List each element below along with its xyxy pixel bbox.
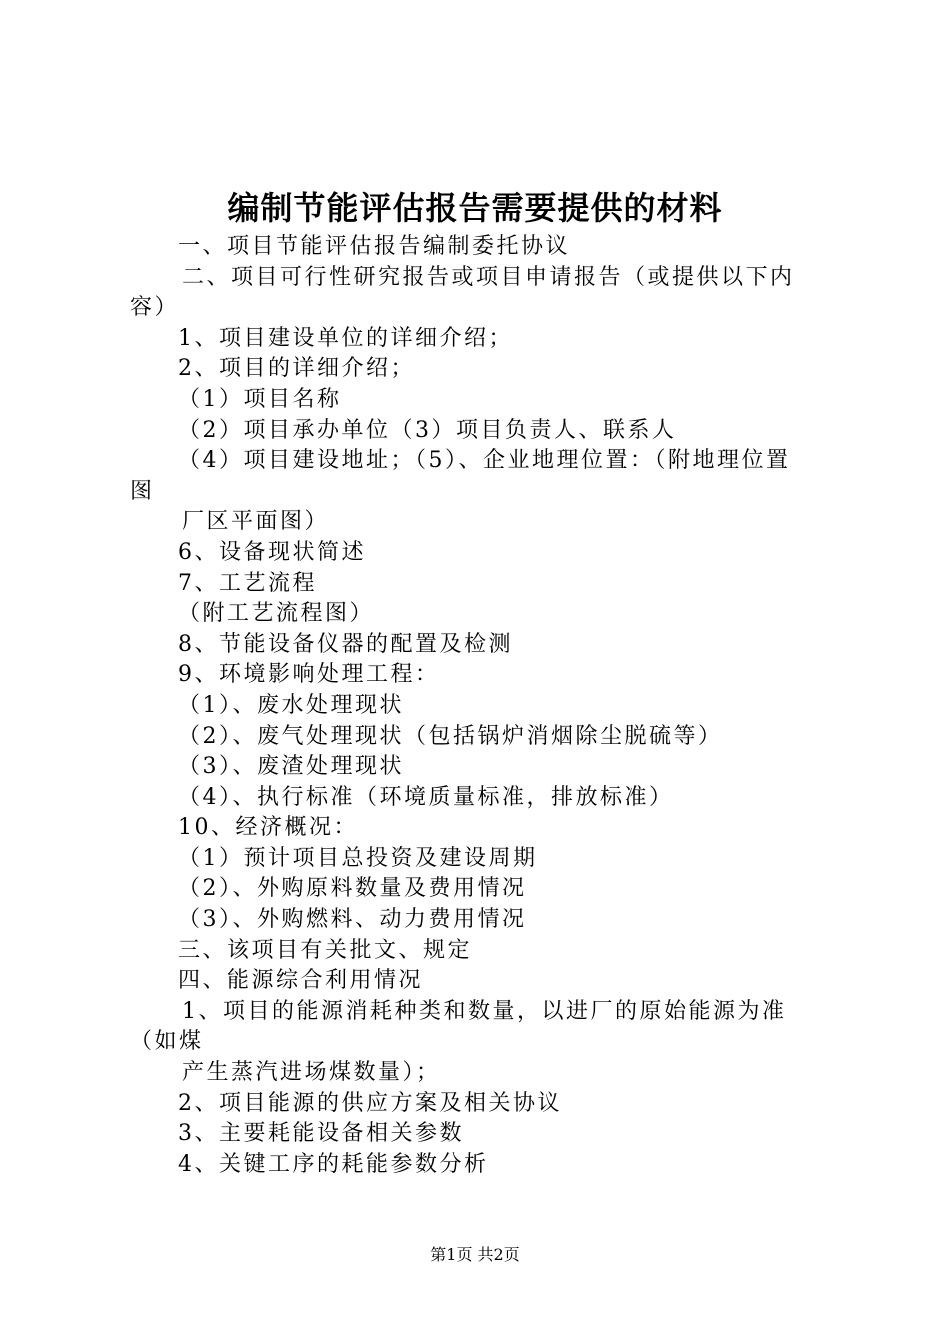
body-line: （2）、外购原料数量及费用情况	[178, 876, 527, 902]
body-line: 3、主要耗能设备相关参数	[178, 1121, 464, 1147]
body-line: 8、节能设备仪器的配置及检测	[178, 631, 513, 657]
body-line: 9、环境影响处理工程：	[178, 662, 440, 688]
body-line: （4）项目建设地址；（5）、企业地理位置：（附地理位置	[178, 448, 791, 474]
body-line: 一、项目节能评估报告编制委托协议	[178, 234, 571, 259]
body-line: 2、项目的详细介绍；	[178, 356, 415, 382]
body-line: 4、关键工序的耗能参数分析	[178, 1151, 489, 1177]
page-footer: 第1页 共2页	[430, 1245, 520, 1264]
body-line: （3）、废渣处理现状	[178, 754, 404, 780]
body-line: 1、项目的能源消耗种类和数量，以进厂的原始能源为准	[182, 998, 787, 1024]
body-line: 产生蒸汽进场煤数量）；	[182, 1060, 441, 1086]
body-line: 1、项目建设单位的详细介绍；	[178, 325, 513, 351]
body-line: （4）、执行标准（环境质量标准，排放标准）	[178, 784, 674, 810]
body-line: （1）项目名称	[178, 386, 342, 412]
body-line: （2）项目承办单位（3）项目负责人、联系人	[178, 417, 677, 443]
body-line: 四、能源综合利用情况	[178, 968, 424, 994]
body-line: 二、项目可行性研究报告或项目申请报告（或提供以下内	[182, 264, 795, 290]
body-line: 6、设备现状简述	[178, 539, 366, 565]
body-line: 容）	[130, 295, 180, 321]
body-line: （1）预计项目总投资及建设周期	[178, 845, 538, 871]
document-body	[130, 232, 830, 1180]
body-line: 三、该项目有关批文、规定	[178, 937, 473, 963]
body-line: （如煤	[130, 1029, 204, 1055]
body-line: （3）、外购燃料、动力费用情况	[178, 907, 527, 933]
body-line: （1）、废水处理现状	[178, 692, 404, 718]
body-line: 厂区平面图）	[182, 509, 330, 535]
body-line: （附工艺流程图）	[178, 601, 375, 627]
body-line: 10、经济概况：	[178, 815, 358, 841]
body-line: 图	[130, 478, 155, 504]
document-title: 编制节能评估报告需要提供的材料	[227, 189, 723, 227]
body-line: 7、工艺流程	[178, 570, 317, 596]
body-line: 2、项目能源的供应方案及相关协议	[178, 1090, 562, 1116]
body-line: （2）、废气处理现状（包括锅炉消烟除尘脱硫等）	[178, 723, 723, 749]
